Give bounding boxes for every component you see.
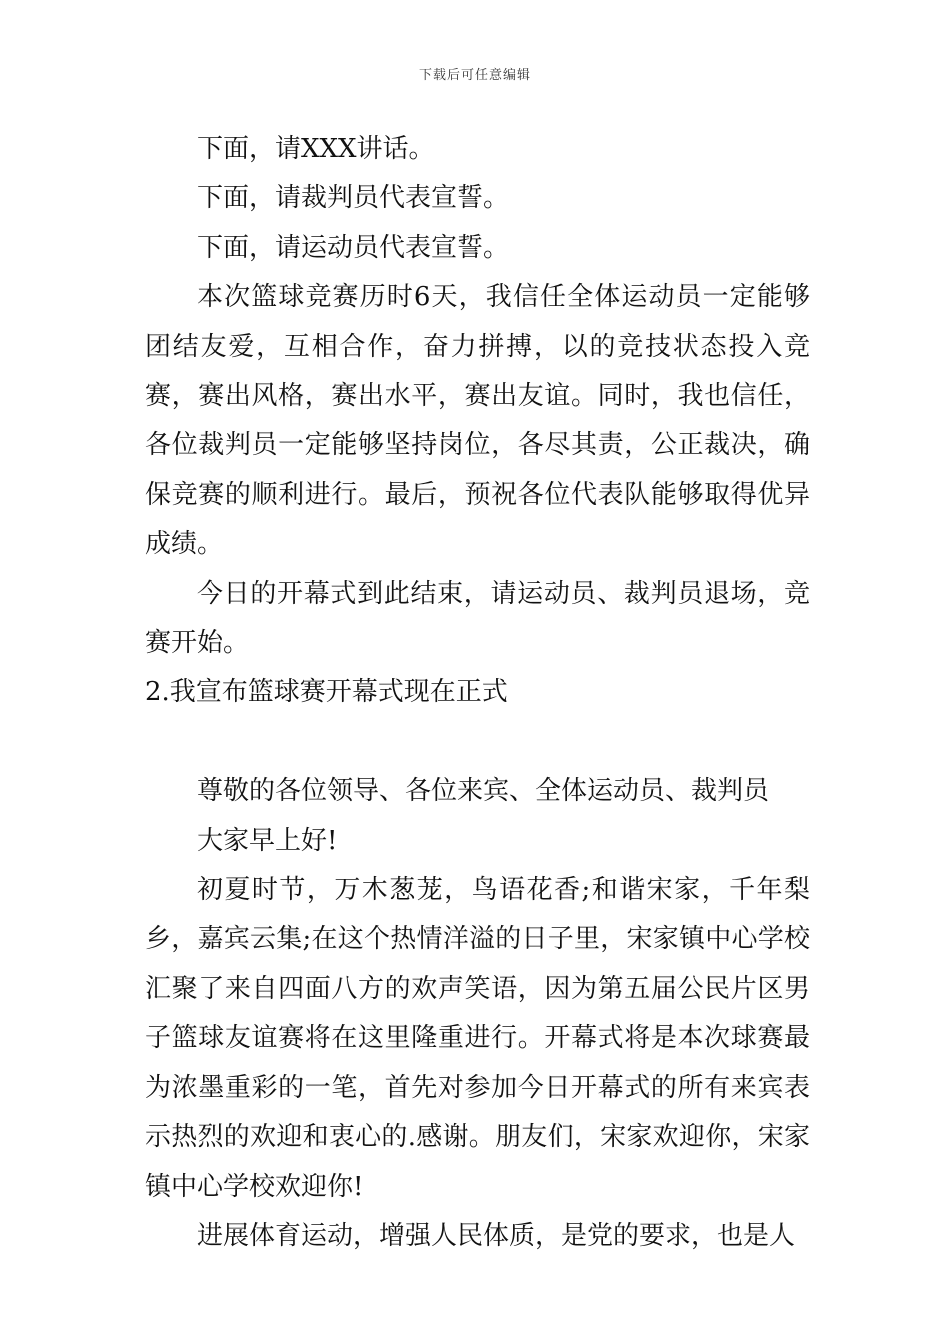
paragraph-closing: 今日的开幕式到此结束，请运动员、裁判员退场，竞赛开始。	[145, 578, 810, 659]
section-title: 2.我宣布篮球赛开幕式现在正式	[145, 677, 508, 708]
paragraph-referee-oath: 下面，请裁判员代表宣誓。	[197, 183, 510, 214]
paragraph-salutation: 尊敬的各位领导、各位来宾、全体运动员、裁判员	[197, 776, 770, 807]
paragraph-speech-intro: 下面，请XXX讲话。	[197, 134, 435, 164]
page-header-note: 下载后可任意编辑	[418, 68, 531, 83]
document-body	[145, 125, 810, 1261]
paragraph-sports-development: 进展体育运动，增强人民体质，是党的要求，也是人	[197, 1220, 796, 1251]
paragraph-greeting: 大家早上好!	[197, 825, 338, 856]
paragraph-athlete-oath: 下面，请运动员代表宣誓。	[197, 232, 510, 263]
blank-line	[145, 718, 810, 767]
paragraph-welcome: 初夏时节，万木葱茏，鸟语花香;和谐宋家，千年梨乡，嘉宾云集;在这个热情洋溢的日子里，宋家镇中心学校汇聚了来自四面八方的欢声笑语，因为第五届公民片区男子篮球友谊赛将在这里隆重进行。开幕式将是本次球赛最为浓墨重彩的一笔，首先对参加今日开幕式的所有来宾表示热烈的欢迎和衷心的.感谢。朋友们，宋家欢迎你，宋家镇中心学校欢迎你!	[145, 875, 810, 1202]
paragraph-competition-wishes: 本次篮球竞赛历时6天，我信任全体运动员一定能够团结友爱，互相合作，奋力拼搏，以的竞技状态投入竞赛，赛出风格，赛出水平，赛出友谊。同时，我也信任，各位裁判员一定能够坚持岗位，各尽其责，公正裁决，确保竞赛的顺利进行。最后，预祝各位代表队能够取得优异成绩。	[145, 282, 810, 560]
